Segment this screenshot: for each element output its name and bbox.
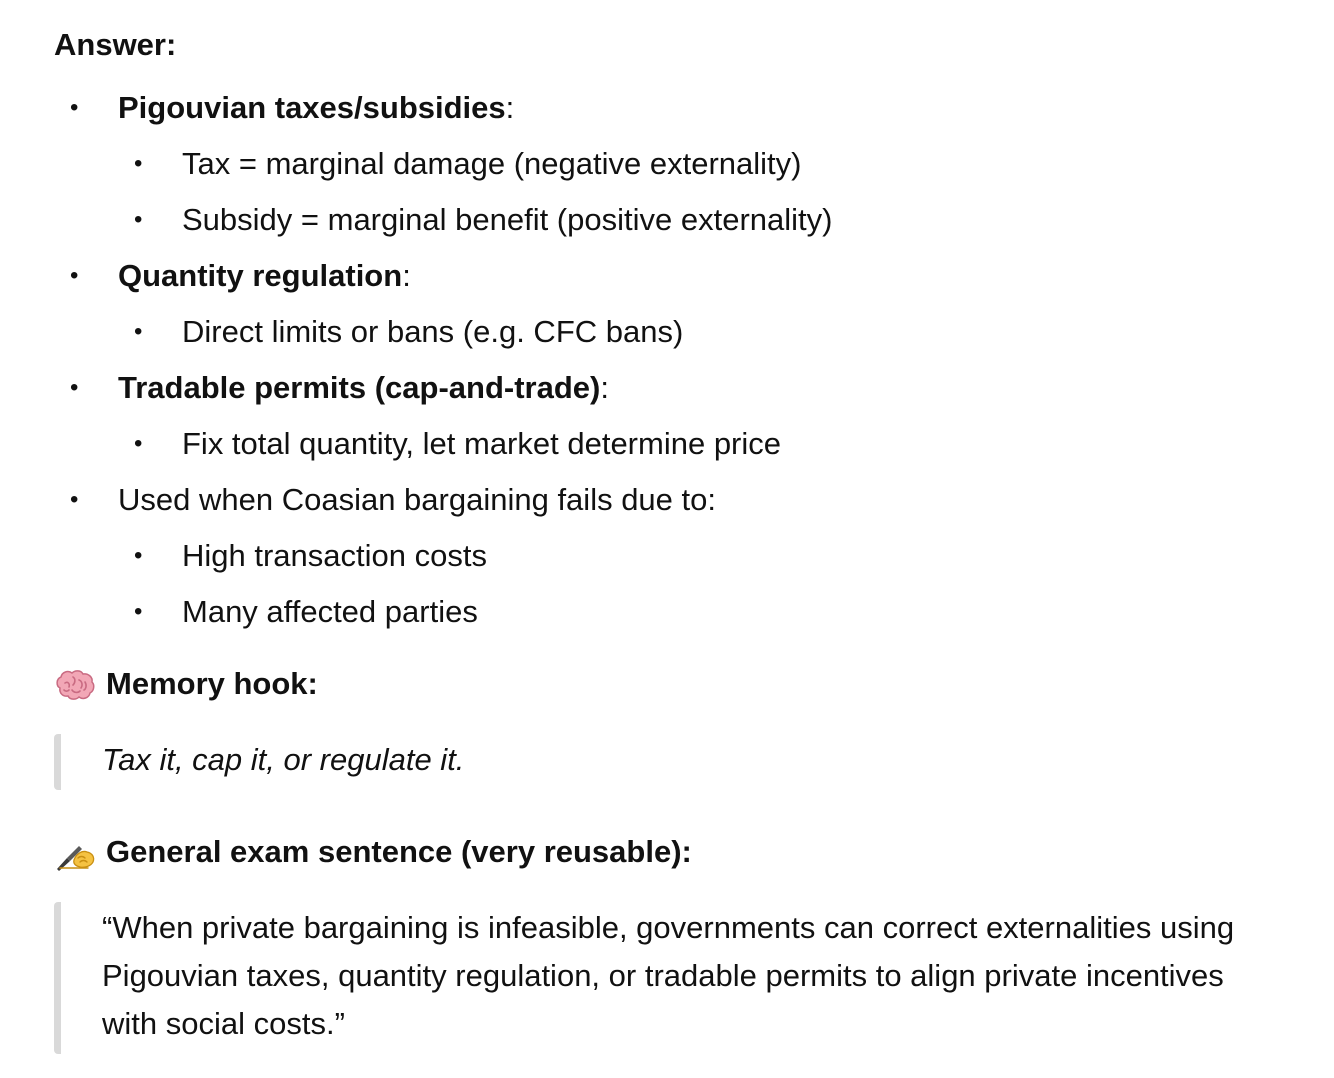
bullet-icon: •: [134, 150, 143, 177]
item-title-suffix: :: [505, 90, 515, 125]
bullet-icon: •: [134, 318, 143, 345]
item-title-suffix: :: [600, 370, 609, 405]
exam-quote-line: Pigouvian taxes, quantity regulation, or tradable permits to align private incentives: [102, 958, 1224, 993]
sub-item-text: Direct limits or bans (e.g. CFC bans): [182, 314, 684, 349]
sub-list-item: [0, 584, 1334, 640]
list-item-coasian: [0, 472, 1334, 528]
writing-hand-icon: [54, 836, 96, 872]
exam-quote-line: “When private bargaining is infeasible, governments can correct externalities using: [102, 910, 1235, 945]
sub-list-item: [0, 416, 1334, 472]
sub-list-item: [0, 192, 1334, 248]
sub-item-text: High transaction costs: [182, 538, 487, 573]
sub-list-item: [0, 136, 1334, 192]
memory-hook-heading: [54, 664, 318, 704]
exam-sentence-heading: [54, 832, 692, 872]
exam-sentence-title: General exam sentence (very reusable):: [106, 834, 692, 869]
memory-hook-title: Memory hook:: [106, 666, 318, 701]
sub-item-text: Tax = marginal damage (negative externality): [182, 146, 802, 181]
answer-list: [0, 80, 1334, 640]
sub-item-text: Subsidy = marginal benefit (positive externality): [182, 202, 833, 237]
list-item-quantity-regulation: [0, 248, 1334, 304]
bullet-icon: •: [70, 94, 79, 121]
exam-quote-line: with social costs.”: [102, 1006, 345, 1041]
item-title: Quantity regulation: [118, 258, 403, 293]
bullet-icon: •: [70, 262, 79, 289]
bullet-icon: •: [70, 486, 79, 513]
bullet-icon: •: [134, 430, 143, 457]
list-item-tradable-permits: [0, 360, 1334, 416]
item-title: Tradable permits (cap-and-trade): [118, 370, 601, 405]
bullet-icon: •: [134, 542, 143, 569]
sub-item-text: Fix total quantity, let market determine price: [182, 426, 782, 461]
memory-hook-quote: [54, 734, 464, 790]
list-item-pigouvian: [0, 80, 1334, 136]
bullet-icon: •: [134, 206, 143, 233]
sub-list-item: [0, 304, 1334, 360]
bullet-icon: •: [70, 374, 79, 401]
item-title-suffix: :: [402, 258, 411, 293]
brain-icon: [54, 668, 96, 704]
sub-list-item: [0, 528, 1334, 584]
exam-sentence-quote: [54, 902, 1321, 1054]
sub-item-text: Many affected parties: [182, 594, 478, 629]
item-title: Pigouvian taxes/subsidies: [118, 90, 506, 125]
item-text: Used when Coasian bargaining fails due to:: [118, 482, 716, 517]
answer-heading: Answer:: [54, 27, 177, 62]
memory-hook-quote-text: Tax it, cap it, or regulate it.: [102, 742, 465, 777]
bullet-icon: •: [134, 598, 143, 625]
